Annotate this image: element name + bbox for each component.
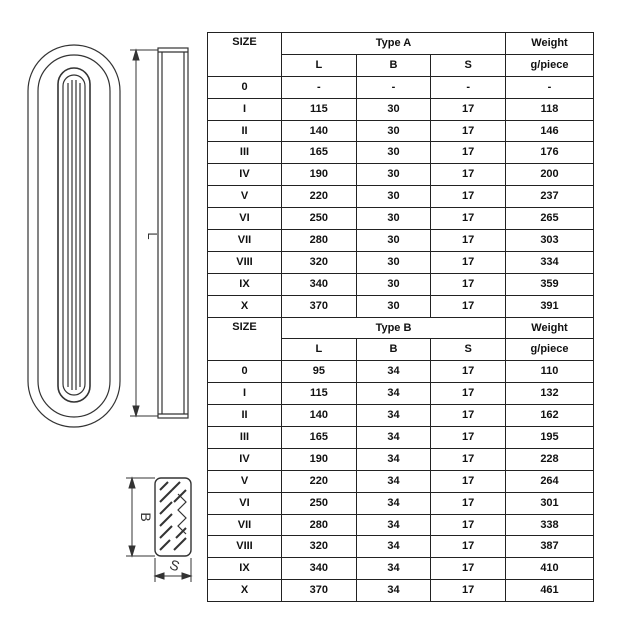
thickness-cell: 17 [431,361,506,383]
table-row [208,470,594,492]
thickness-cell: 17 [431,120,506,142]
thickness-cell: 17 [431,470,506,492]
table-row [208,164,594,186]
table-row [208,295,594,317]
length-cell: 220 [282,470,357,492]
length-cell: 250 [282,492,357,514]
size-cell: 0 [208,76,282,98]
weight-cell: 118 [506,98,594,120]
width-cell: 30 [356,98,431,120]
type-a-l-header: L [282,54,357,76]
width-cell: 34 [356,383,431,405]
length-cell: 190 [282,164,357,186]
width-cell: 34 [356,470,431,492]
technical-drawing [0,0,205,629]
length-cell: 140 [282,120,357,142]
width-cell: 30 [356,120,431,142]
thickness-cell: - [431,76,506,98]
thickness-cell: 17 [431,427,506,449]
size-cell: VI [208,492,282,514]
thickness-cell: 17 [431,186,506,208]
weight-cell: 162 [506,405,594,427]
size-cell: IX [208,273,282,295]
table-row [208,427,594,449]
thickness-label: S [167,556,182,575]
thickness-cell: 17 [431,383,506,405]
length-cell: 115 [282,383,357,405]
type-a-b-header: B [356,54,431,76]
length-cell: 165 [282,142,357,164]
type-a-rows [208,76,594,317]
type-b-b-header: B [356,339,431,361]
weight-cell: 195 [506,427,594,449]
width-cell: 34 [356,448,431,470]
thickness-cell: 17 [431,142,506,164]
width-cell: 34 [356,492,431,514]
thickness-cell: 17 [431,273,506,295]
side-view [158,48,188,418]
size-cell: VIII [208,251,282,273]
table-row [208,536,594,558]
length-cell: 140 [282,405,357,427]
type-b-weight-unit: g/piece [506,339,594,361]
type-b-size-header: SIZE [208,317,282,361]
weight-cell: 264 [506,470,594,492]
table-row [208,230,594,252]
weight-cell: 410 [506,558,594,580]
thickness-cell: 17 [431,230,506,252]
size-cell: VIII [208,536,282,558]
table-row [208,76,594,98]
width-cell: 34 [356,427,431,449]
length-cell: 115 [282,98,357,120]
weight-cell: 359 [506,273,594,295]
table-row [208,580,594,602]
size-cell: VII [208,230,282,252]
type-a-header-row [208,33,594,55]
width-cell: 30 [356,186,431,208]
length-cell: 370 [282,295,357,317]
weight-cell: 265 [506,208,594,230]
size-cell: IX [208,558,282,580]
size-cell: X [208,580,282,602]
type-a-weight-header: Weight [506,33,594,55]
size-cell: VI [208,208,282,230]
type-b-l-header: L [282,339,357,361]
weight-cell: 303 [506,230,594,252]
table-row [208,492,594,514]
table-row [208,142,594,164]
width-cell: 30 [356,230,431,252]
length-cell: 250 [282,208,357,230]
type-b-s-header: S [431,339,506,361]
size-cell: I [208,383,282,405]
weight-cell: 301 [506,492,594,514]
length-cell: 340 [282,558,357,580]
size-cell: VII [208,514,282,536]
thickness-cell: 17 [431,492,506,514]
type-b-title: Type B [282,317,506,339]
table-row [208,98,594,120]
size-cell: II [208,405,282,427]
thickness-cell: 17 [431,295,506,317]
front-view [28,45,120,427]
weight-cell: 391 [506,295,594,317]
width-cell: 34 [356,558,431,580]
size-cell: II [208,120,282,142]
length-cell: 280 [282,514,357,536]
weight-cell: 228 [506,448,594,470]
table-row [208,361,594,383]
size-cell: V [208,186,282,208]
width-cell: 34 [356,514,431,536]
weight-cell: 200 [506,164,594,186]
cross-section [155,478,191,556]
thickness-cell: 17 [431,514,506,536]
table-row [208,514,594,536]
weight-cell: 176 [506,142,594,164]
type-a-size-header: SIZE [208,33,282,77]
table-row [208,186,594,208]
width-cell: 30 [356,164,431,186]
type-a-s-header: S [431,54,506,76]
length-label: L [145,232,160,240]
table-row [208,273,594,295]
width-cell: 30 [356,273,431,295]
width-cell: 34 [356,361,431,383]
thickness-cell: 17 [431,405,506,427]
width-cell: 30 [356,208,431,230]
width-cell: 34 [356,536,431,558]
weight-cell: 237 [506,186,594,208]
weight-cell: - [506,76,594,98]
table-row [208,558,594,580]
thickness-cell: 17 [431,580,506,602]
size-cell: IV [208,448,282,470]
width-cell: 30 [356,142,431,164]
thickness-cell: 17 [431,251,506,273]
thickness-cell: 17 [431,98,506,120]
length-cell: 280 [282,230,357,252]
width-cell: 34 [356,580,431,602]
thickness-cell: 17 [431,558,506,580]
specification-table [207,32,594,602]
size-cell: IV [208,164,282,186]
table-row [208,251,594,273]
size-cell: III [208,142,282,164]
table-row [208,383,594,405]
weight-cell: 110 [506,361,594,383]
length-cell: 340 [282,273,357,295]
thickness-cell: 17 [431,536,506,558]
table-row [208,448,594,470]
length-cell: 320 [282,536,357,558]
weight-cell: 338 [506,514,594,536]
table-row [208,208,594,230]
weight-cell: 387 [506,536,594,558]
length-cell: 320 [282,251,357,273]
length-cell: 370 [282,580,357,602]
length-cell: - [282,76,357,98]
size-cell: V [208,470,282,492]
type-a-title: Type A [282,33,506,55]
weight-cell: 146 [506,120,594,142]
thickness-cell: 17 [431,164,506,186]
length-cell: 95 [282,361,357,383]
type-a-weight-unit: g/piece [506,54,594,76]
length-cell: 190 [282,448,357,470]
weight-cell: 461 [506,580,594,602]
length-cell: 220 [282,186,357,208]
length-cell: 165 [282,427,357,449]
thickness-cell: 17 [431,208,506,230]
width-cell: 30 [356,251,431,273]
table-row [208,120,594,142]
width-cell: 34 [356,405,431,427]
size-cell: X [208,295,282,317]
table-row [208,405,594,427]
size-cell: 0 [208,361,282,383]
weight-cell: 132 [506,383,594,405]
weight-cell: 334 [506,251,594,273]
size-cell: I [208,98,282,120]
type-b-header-row [208,317,594,339]
type-b-rows [208,361,594,602]
thickness-cell: 17 [431,448,506,470]
type-b-weight-header: Weight [506,317,594,339]
width-label: B [138,512,154,522]
width-cell: - [356,76,431,98]
size-cell: III [208,427,282,449]
width-cell: 30 [356,295,431,317]
